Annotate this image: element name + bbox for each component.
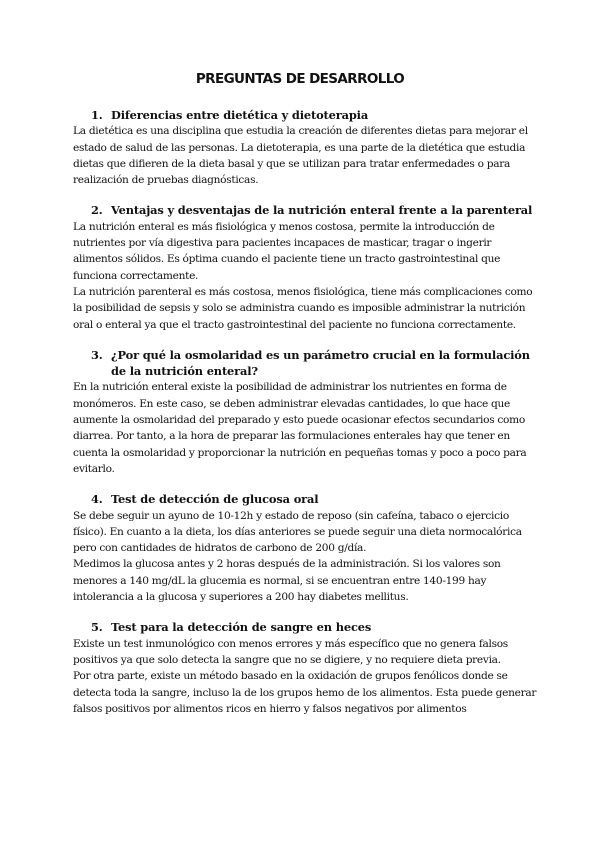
section-number: 1. [91,108,103,122]
section-heading [73,202,539,218]
section-5 [73,619,539,717]
section-paragraph: Por otra parte, existe un método basado en la oxidación de grupos fenólicos donde se detecta toda la sangre, incluso la de los grupos hemo de los alimentos. Esta puede generar falsos positivos por alimentos ricos en hierro y falsos negativos por alimentos [73,670,537,715]
section-heading [73,107,539,123]
section-paragraph: La nutrición parenteral es más costosa, menos fisiológica, tiene más complicaciones como la posibilidad de sepsis y solo se administra cuando es imposible administrar la nutrición oral o enteral ya que el tracto gastrointestinal del paciente no funciona correctamente. [73,285,533,331]
section-paragraph: La dietética es una disciplina que estudia la creación de diferentes dietas para mejorar el estado de salud de las personas. La dietoterapia, es una parte de la dietética que estudia dietas que difieren de la dieta basal y que se utilizan para tratar enfermedades o para realización de pruebas diagnósticas. [73,125,528,187]
section-heading-text: Test para la detección de sangre en heces [111,620,372,635]
section-number: 3. [91,347,103,362]
section-heading-text: Diferencias entre dietética y dietoterapia [111,108,369,122]
section-heading-text: Test de detección de glucosa oral [111,492,319,507]
section-number: 5. [91,620,103,635]
section-number: 4. [91,492,103,507]
section-paragraph: Medimos la glucosa antes y 2 horas después de la administración. Si los valores son menores a 140 mg/dL la glucemia es normal, si se encuentran entre 140-199 hay intolerancia a la glucosa y superiores a 200 hay diabetes mellitus. [73,558,501,604]
section-3 [73,347,539,477]
section-heading [73,491,539,507]
section-4 [73,491,539,605]
section-paragraph: Existe un test inmunológico con menos errores y más específico que no genera falsos positivos ya que solo detecta la sangre que no se digiere, y no requiere dieta previa. [73,637,508,666]
section-paragraph: La nutrición enteral es más fisiológica y menos costosa, permite la introducción de nutrientes por vía digestiva para pacientes incapaces de masticar, tragar o ingerir alimentos sólidos. Es óptima cuando el paciente tiene un tracto gastrointestinal que funciona correctamente. [73,220,501,282]
section-heading-text: ¿Por qué la osmolaridad es un parámetro crucial en la formulación de la nutrición enteral? [111,347,530,379]
section-paragraph: Se debe seguir un ayuno de 10-12h y estado de reposo (sin cafeína, tabaco o ejercicio físico). En cuanto a la dieta, los días anteriores se puede seguir una dieta normocalórica pero con cantidades de hidratos de carbono de 200 g/día. [73,509,522,555]
section-heading [73,619,539,635]
section-heading [73,347,539,380]
section-2 [73,202,539,332]
page-title: PREGUNTAS DE DESARROLLO [195,71,405,87]
document-body [73,107,539,731]
section-number: 2. [91,203,103,218]
section-heading-text: Ventajas y desventajas de la nutrición enteral frente a la parenteral [111,203,533,218]
section-1 [73,107,539,188]
section-paragraph: En la nutrición enteral existe la posibilidad de administrar los nutrientes en forma de monómeros. En este caso, se deben administrar elevadas cantidades, lo que hace que aumente la osmolaridad del preparado y esto puede ocasionar efectos secundarios como diarrea. Por tanto, a la hora de preparar las formulaciones enterales hay que tener en cuenta la osmolaridad y proporcionar la nutrición en pequeñas tomas y poco a poco para evitarlo. [73,381,527,475]
